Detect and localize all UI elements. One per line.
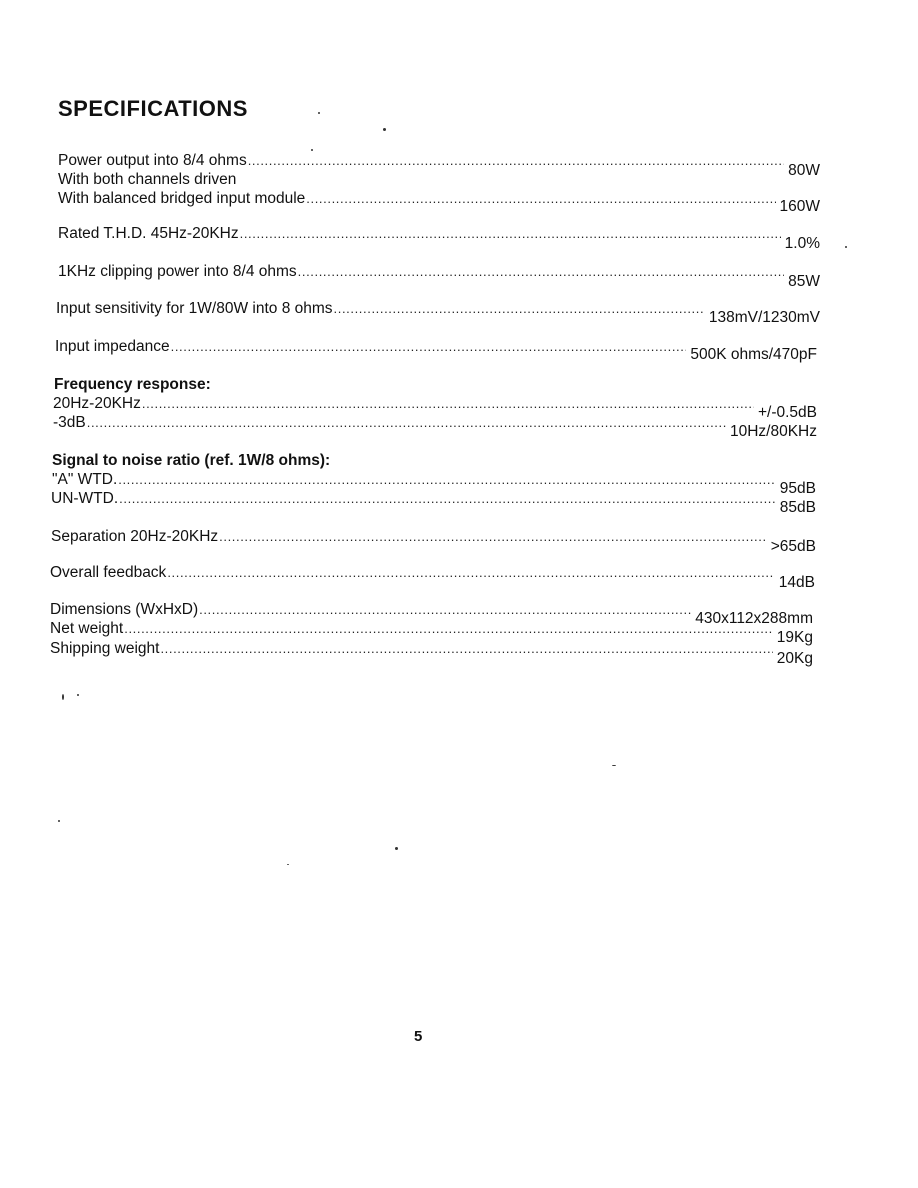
spec-value: >65dB bbox=[770, 538, 816, 555]
spec-value: 95dB bbox=[779, 480, 816, 497]
spec-input-sensitivity bbox=[56, 300, 820, 326]
page-title: SPECIFICATIONS bbox=[58, 96, 248, 121]
scan-speck bbox=[58, 820, 60, 822]
spec-label: 1KHz clipping power into 8/4 ohms bbox=[58, 263, 297, 280]
spec-label: Shipping weight bbox=[50, 640, 160, 657]
spec-shipping-weight bbox=[50, 640, 813, 667]
snr-heading: Signal to noise ratio (ref. 1W/8 ohms): bbox=[52, 452, 331, 469]
spec-value: 138mV/1230mV bbox=[708, 309, 820, 326]
spec-input-impedance bbox=[55, 338, 817, 363]
spec-overall-feedback bbox=[50, 564, 815, 591]
scan-speck bbox=[311, 149, 313, 151]
spec-dimensions bbox=[50, 601, 813, 627]
spec-snr-unweighted bbox=[51, 490, 816, 516]
leader-dots bbox=[298, 264, 784, 278]
spec-label: -3dB bbox=[53, 414, 86, 431]
scan-speck bbox=[845, 246, 847, 248]
spec-label: Rated T.H.D. 45Hz-20KHz bbox=[58, 225, 239, 242]
scan-speck bbox=[287, 864, 289, 865]
spec-value: 85dB bbox=[779, 499, 816, 516]
spec-value: 20Kg bbox=[776, 650, 813, 667]
leader-dots bbox=[142, 396, 754, 410]
spec-label: Separation 20Hz-20KHz bbox=[51, 528, 219, 545]
spec-freq-3db bbox=[53, 414, 817, 440]
leader-dots bbox=[240, 226, 781, 240]
leader-dots bbox=[199, 602, 691, 616]
spec-snr-a-weighted bbox=[52, 471, 816, 497]
spec-clipping-power bbox=[58, 263, 820, 290]
scan-speck bbox=[77, 694, 79, 696]
leader-dots bbox=[124, 621, 773, 635]
spec-value: 430x112x288mm bbox=[695, 610, 813, 627]
leader-dots bbox=[160, 641, 772, 655]
spec-bridged-power bbox=[58, 190, 820, 215]
spec-value: 160W bbox=[779, 198, 820, 215]
spec-value: 500K ohms/470pF bbox=[690, 346, 817, 363]
leader-dots bbox=[171, 339, 687, 353]
spec-value: 1.0% bbox=[784, 235, 820, 252]
spec-value: 10Hz/80KHz bbox=[729, 423, 817, 440]
spec-freq-range bbox=[53, 395, 817, 421]
spec-value: 85W bbox=[788, 273, 820, 290]
scan-speck bbox=[612, 765, 616, 766]
spec-value: 14dB bbox=[778, 574, 815, 591]
spec-label: Input sensitivity for 1W/80W into 8 ohms bbox=[56, 300, 333, 317]
leader-dots bbox=[306, 191, 775, 205]
spec-label: "A" WTD. bbox=[52, 471, 118, 488]
scan-speck bbox=[395, 847, 398, 850]
spec-label: With balanced bridged input module bbox=[58, 190, 306, 207]
leader-dots bbox=[334, 301, 705, 315]
spec-label: UN-WTD. bbox=[51, 490, 119, 507]
frequency-response-heading: Frequency response: bbox=[54, 376, 211, 393]
spec-label: Dimensions (WxHxD) bbox=[50, 601, 199, 618]
scan-speck bbox=[62, 694, 64, 700]
scan-speck bbox=[318, 112, 320, 114]
leader-dots bbox=[219, 529, 767, 543]
spec-net-weight bbox=[50, 620, 813, 646]
spec-label: Input impedance bbox=[55, 338, 170, 355]
spec-label: Net weight bbox=[50, 620, 124, 637]
leader-dots bbox=[87, 415, 726, 429]
spec-thd bbox=[58, 225, 820, 252]
scan-speck bbox=[383, 128, 386, 131]
spec-note-both-channels: With both channels driven bbox=[58, 171, 237, 188]
page-number: 5 bbox=[414, 1028, 423, 1045]
leader-dots bbox=[248, 153, 784, 167]
spec-label: Overall feedback bbox=[50, 564, 167, 581]
leader-dots bbox=[118, 472, 776, 486]
spec-label: Power output into 8/4 ohms bbox=[58, 152, 247, 169]
leader-dots bbox=[167, 565, 774, 579]
spec-label: 20Hz-20KHz bbox=[53, 395, 141, 412]
spec-value: 19Kg bbox=[776, 629, 813, 646]
spec-value: 80W bbox=[788, 162, 820, 179]
leader-dots bbox=[119, 491, 776, 505]
spec-separation bbox=[51, 528, 816, 555]
spec-power-output bbox=[58, 152, 820, 179]
spec-value: +/-0.5dB bbox=[757, 404, 817, 421]
